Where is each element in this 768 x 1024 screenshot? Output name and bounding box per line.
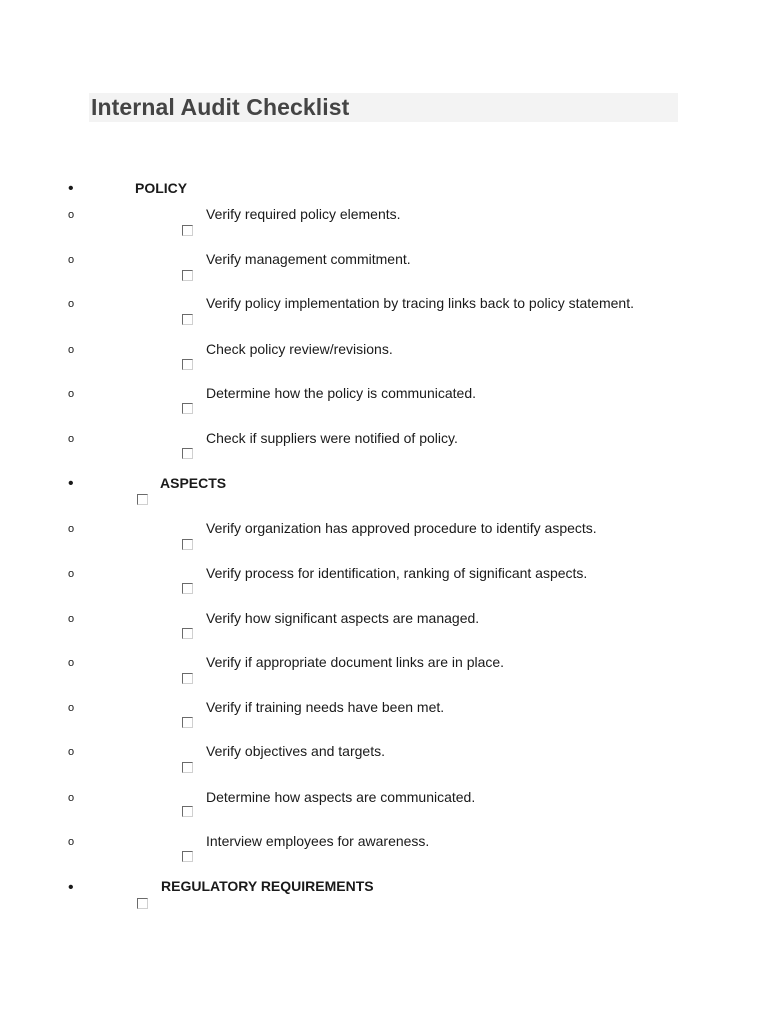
- section-label-regulatory-requirements: REGULATORY REQUIREMENTS: [161, 878, 374, 894]
- checklist-item: Determine how aspects are communicated.: [206, 789, 476, 805]
- item-bullet: o: [68, 433, 75, 445]
- checklist-item: Verify policy implementation by tracing links back to policy statement.: [206, 295, 634, 311]
- item-bullet: o: [68, 702, 75, 714]
- checkbox[interactable]: [182, 225, 193, 236]
- item-bullet: o: [68, 344, 75, 356]
- item-bullet: o: [68, 568, 75, 580]
- checklist-item: Verify how significant aspects are managed.: [206, 610, 480, 626]
- section-bullet: •: [68, 475, 74, 492]
- checkbox[interactable]: [182, 762, 193, 773]
- checklist-item: Interview employees for awareness.: [206, 833, 430, 849]
- item-bullet: o: [68, 746, 75, 758]
- checklist-item: Determine how the policy is communicated.: [206, 385, 477, 401]
- checklist-item: Verify organization has approved procedure to identify aspects.: [206, 520, 597, 536]
- checklist-item: Verify required policy elements.: [206, 206, 401, 222]
- checklist-item: Verify process for identification, ranking of significant aspects.: [206, 565, 588, 581]
- checkbox[interactable]: [182, 270, 193, 281]
- checkbox[interactable]: [182, 628, 193, 639]
- checkbox[interactable]: [137, 898, 148, 909]
- item-bullet: o: [68, 388, 75, 400]
- item-bullet: o: [68, 523, 75, 535]
- section-bullet: •: [68, 879, 74, 896]
- checkbox[interactable]: [182, 851, 193, 862]
- checkbox[interactable]: [182, 806, 193, 817]
- section-label-aspects: ASPECTS: [160, 475, 227, 491]
- item-bullet: o: [68, 298, 75, 310]
- checkbox[interactable]: [182, 717, 193, 728]
- checkbox[interactable]: [182, 673, 193, 684]
- item-bullet: o: [68, 836, 75, 848]
- item-bullet: o: [68, 657, 75, 669]
- item-bullet: o: [68, 209, 75, 221]
- checkbox[interactable]: [182, 359, 193, 370]
- checklist-item: Check policy review/revisions.: [206, 341, 393, 357]
- checkbox[interactable]: [137, 494, 148, 505]
- checkbox[interactable]: [182, 583, 193, 594]
- checklist-item: Check if suppliers were notified of policy.: [206, 430, 458, 446]
- item-bullet: o: [68, 613, 75, 625]
- section-label-policy: POLICY: [135, 180, 188, 196]
- checklist-item: Verify management commitment.: [206, 251, 411, 267]
- checklist-item: Verify objectives and targets.: [206, 743, 385, 759]
- item-bullet: o: [68, 792, 75, 804]
- item-bullet: o: [68, 254, 75, 266]
- document-title: Internal Audit Checklist: [91, 94, 350, 120]
- checkbox[interactable]: [182, 403, 193, 414]
- checklist-item: Verify if appropriate document links are in place.: [206, 654, 505, 670]
- checkbox[interactable]: [182, 314, 193, 325]
- section-bullet: •: [68, 180, 74, 197]
- checkbox[interactable]: [182, 448, 193, 459]
- checklist-item: Verify if training needs have been met.: [206, 699, 445, 715]
- checkbox[interactable]: [182, 539, 193, 550]
